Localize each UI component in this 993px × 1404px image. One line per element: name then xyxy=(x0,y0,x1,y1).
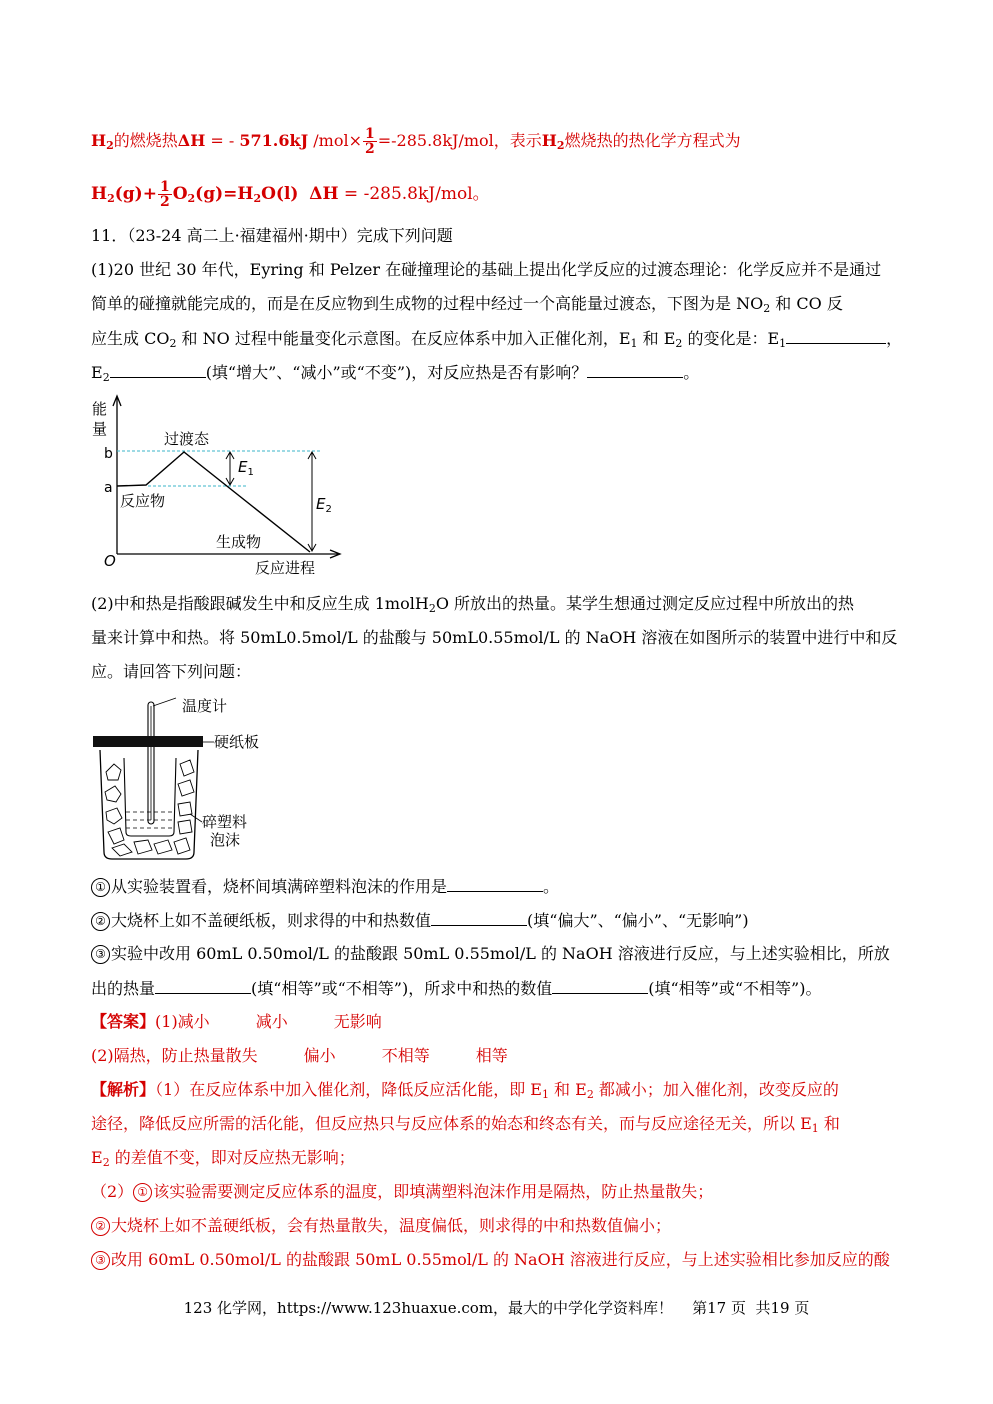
product-label: 生成物 xyxy=(216,533,262,551)
origin-label: O xyxy=(104,552,116,570)
analysis-tag: 【解析】 xyxy=(91,1080,156,1099)
circle-1-icon: ① xyxy=(91,878,110,897)
y-axis-label-2: 量 xyxy=(92,420,108,438)
circle-2-icon: ② xyxy=(91,912,110,931)
analysis-line3: $E_2$ 的差值不变，即对反应热无影响； xyxy=(91,1148,355,1169)
subq-3-line1: ③ 实验中改用 60mL 0.50mol/L 的盐酸跟 50mL 0.55mol/L 的 NaOH 溶液进行反应，与上述实验相比，所放 xyxy=(91,944,890,964)
label-cardboard: 硬纸板 xyxy=(214,733,260,751)
question-number: 11． xyxy=(91,226,128,245)
page-footer: 123 化学网，https://www.123huaxue.com，最大的中学化学资料库！ 第17 页 共19 页 xyxy=(183,1299,810,1317)
prev-equation-line: $H_2(g)+$ $\frac{1}{2}$ $O_2(g)=H_2O(l) \Delta H = -285.8kJ/mol$。 xyxy=(91,179,490,210)
circle-3-icon: ③ xyxy=(91,945,110,964)
subq-3-line2: 出的热量 (填“相等”或“不相等”)，所求中和热的数值 (填“相等”或“不相等”)。 xyxy=(91,979,822,998)
calorimeter-apparatus xyxy=(90,692,270,867)
answer-line1: 【答案】(1)减小 减小 无影响 xyxy=(91,1012,382,1031)
answer-line2: (2)隔热，防止热量散失 偏小 不相等 相等 xyxy=(91,1046,508,1065)
q11-p1-line4: $E_2$ (填“增大”、“减小”或“不变”)，对反应热是否有影响？ 。 xyxy=(91,363,700,384)
circle-1-icon: ① xyxy=(133,1183,152,1202)
blank-e2[interactable] xyxy=(110,362,206,378)
fraction-half: $\frac{1}{2}$ xyxy=(364,126,375,157)
answer-tag: 【答案】 xyxy=(91,1012,156,1031)
e1-label: $E_1$ xyxy=(238,458,254,478)
q11-p1-line2: 简单的碰撞就能完成的，而是在反应物到生成物的过程中经过一个高能量过渡态，下图为是 $NO_2$ 和 CO 反 xyxy=(91,294,843,315)
subq-1: ① 从实验装置看，烧杯间填满碎塑料泡沫的作用是 。 xyxy=(91,876,559,897)
blank-neutralization-value[interactable] xyxy=(552,978,648,994)
q11-p2-line2: 量来计算中和热。将 50mL0.5mol/L 的盐酸与 50mL0.55mol/L 的 NaOH 溶液在如图所示的装置中进行中和反 xyxy=(91,628,898,647)
blank-value-change[interactable] xyxy=(431,910,527,926)
circle-3-icon: ③ xyxy=(91,1251,110,1270)
x-axis-label: 反应进程 xyxy=(255,559,316,577)
cardboard-cover xyxy=(93,736,203,747)
analysis-line6: ③ 改用 60mL 0.50mol/L 的盐酸跟 50mL 0.55mol/L 的 NaOH 溶液进行反应，与上述实验相比参加反应的酸 xyxy=(91,1250,890,1270)
q11-p2-line3: 应。请回答下列问题： xyxy=(91,662,252,681)
subq-2: ② 大烧杯上如不盖硬纸板，则求得的中和热数值 (填“偏大”、“偏小”、“无影响”) xyxy=(91,910,749,931)
q11-header xyxy=(91,226,453,246)
blank-e1[interactable] xyxy=(786,328,886,344)
tick-a: a xyxy=(104,480,113,496)
e2-label: $E_2$ xyxy=(316,495,332,515)
q11-p1-line3: 应生成 $CO_2$ 和 NO 过程中能量变化示意图。在反应体系中加入正催化剂，$E_1$ 和 $E_2$ 的变化是：$E_1$ ， xyxy=(91,329,903,350)
blank-foam-purpose[interactable] xyxy=(447,876,543,892)
blank-heat-effect[interactable] xyxy=(587,362,683,378)
label-foam-1: 碎塑料 xyxy=(202,813,248,831)
energy-diagram xyxy=(88,392,348,582)
fraction-half-eqn: $\frac{1}{2}$ xyxy=(159,179,170,210)
label-thermometer: 温度计 xyxy=(182,697,228,715)
q11-p2-line1: (2)中和热是指酸跟碱发生中和反应生成 1molH$_2$O 所放出的热量。某学生想通过测定反应过程中所放出的热 xyxy=(91,594,855,615)
circle-2-icon: ② xyxy=(91,1217,110,1236)
question-source: （23-24 高二上·福建福州·期中）完成下列问题 xyxy=(127,226,453,245)
formula-h2: H xyxy=(91,131,107,150)
analysis-line4: （2） ① 该实验需要测定反应体系的温度，即填满塑料泡沫作用是隔热，防止热量散失； xyxy=(91,1182,714,1201)
blank-heat-amount[interactable] xyxy=(155,978,251,994)
label-foam-2: 泡沫 xyxy=(210,831,241,849)
q11-p1-line1: (1)20 世纪 30 年代，Eyring 和 Pelzer 在碰撞理论的基础上提出化学反应的过渡态理论：化学反应并不是通过 xyxy=(91,260,882,279)
analysis-line1: 【解析】（1）在反应体系中加入催化剂，降低反应活化能，即 $E_1$ 和 $E_2$ 都减小；加入催化剂，改变反应的 xyxy=(91,1080,839,1101)
reactant-label: 反应物 xyxy=(120,492,166,510)
tick-b: b xyxy=(104,446,113,462)
transition-label: 过渡态 xyxy=(164,430,210,448)
y-axis-label-1: 能 xyxy=(92,400,108,418)
analysis-line2: 途径，降低反应所需的活化能，但反应热只与反应体系的始态和终态有关，而与反应途径无关，所以 $E_1$ 和 xyxy=(91,1114,840,1135)
analysis-line5: ② 大烧杯上如不盖硬纸板，会有热量散失，温度偏低，则求得的中和热数值偏小； xyxy=(91,1216,671,1236)
prev-heat-line: $H_2$的燃烧热ΔH = - 571.6kJ /mol× $\frac{1}{2}$ =-285.8kJ/mol，表示$H_2$燃烧热的热化学方程式为 xyxy=(91,126,741,157)
